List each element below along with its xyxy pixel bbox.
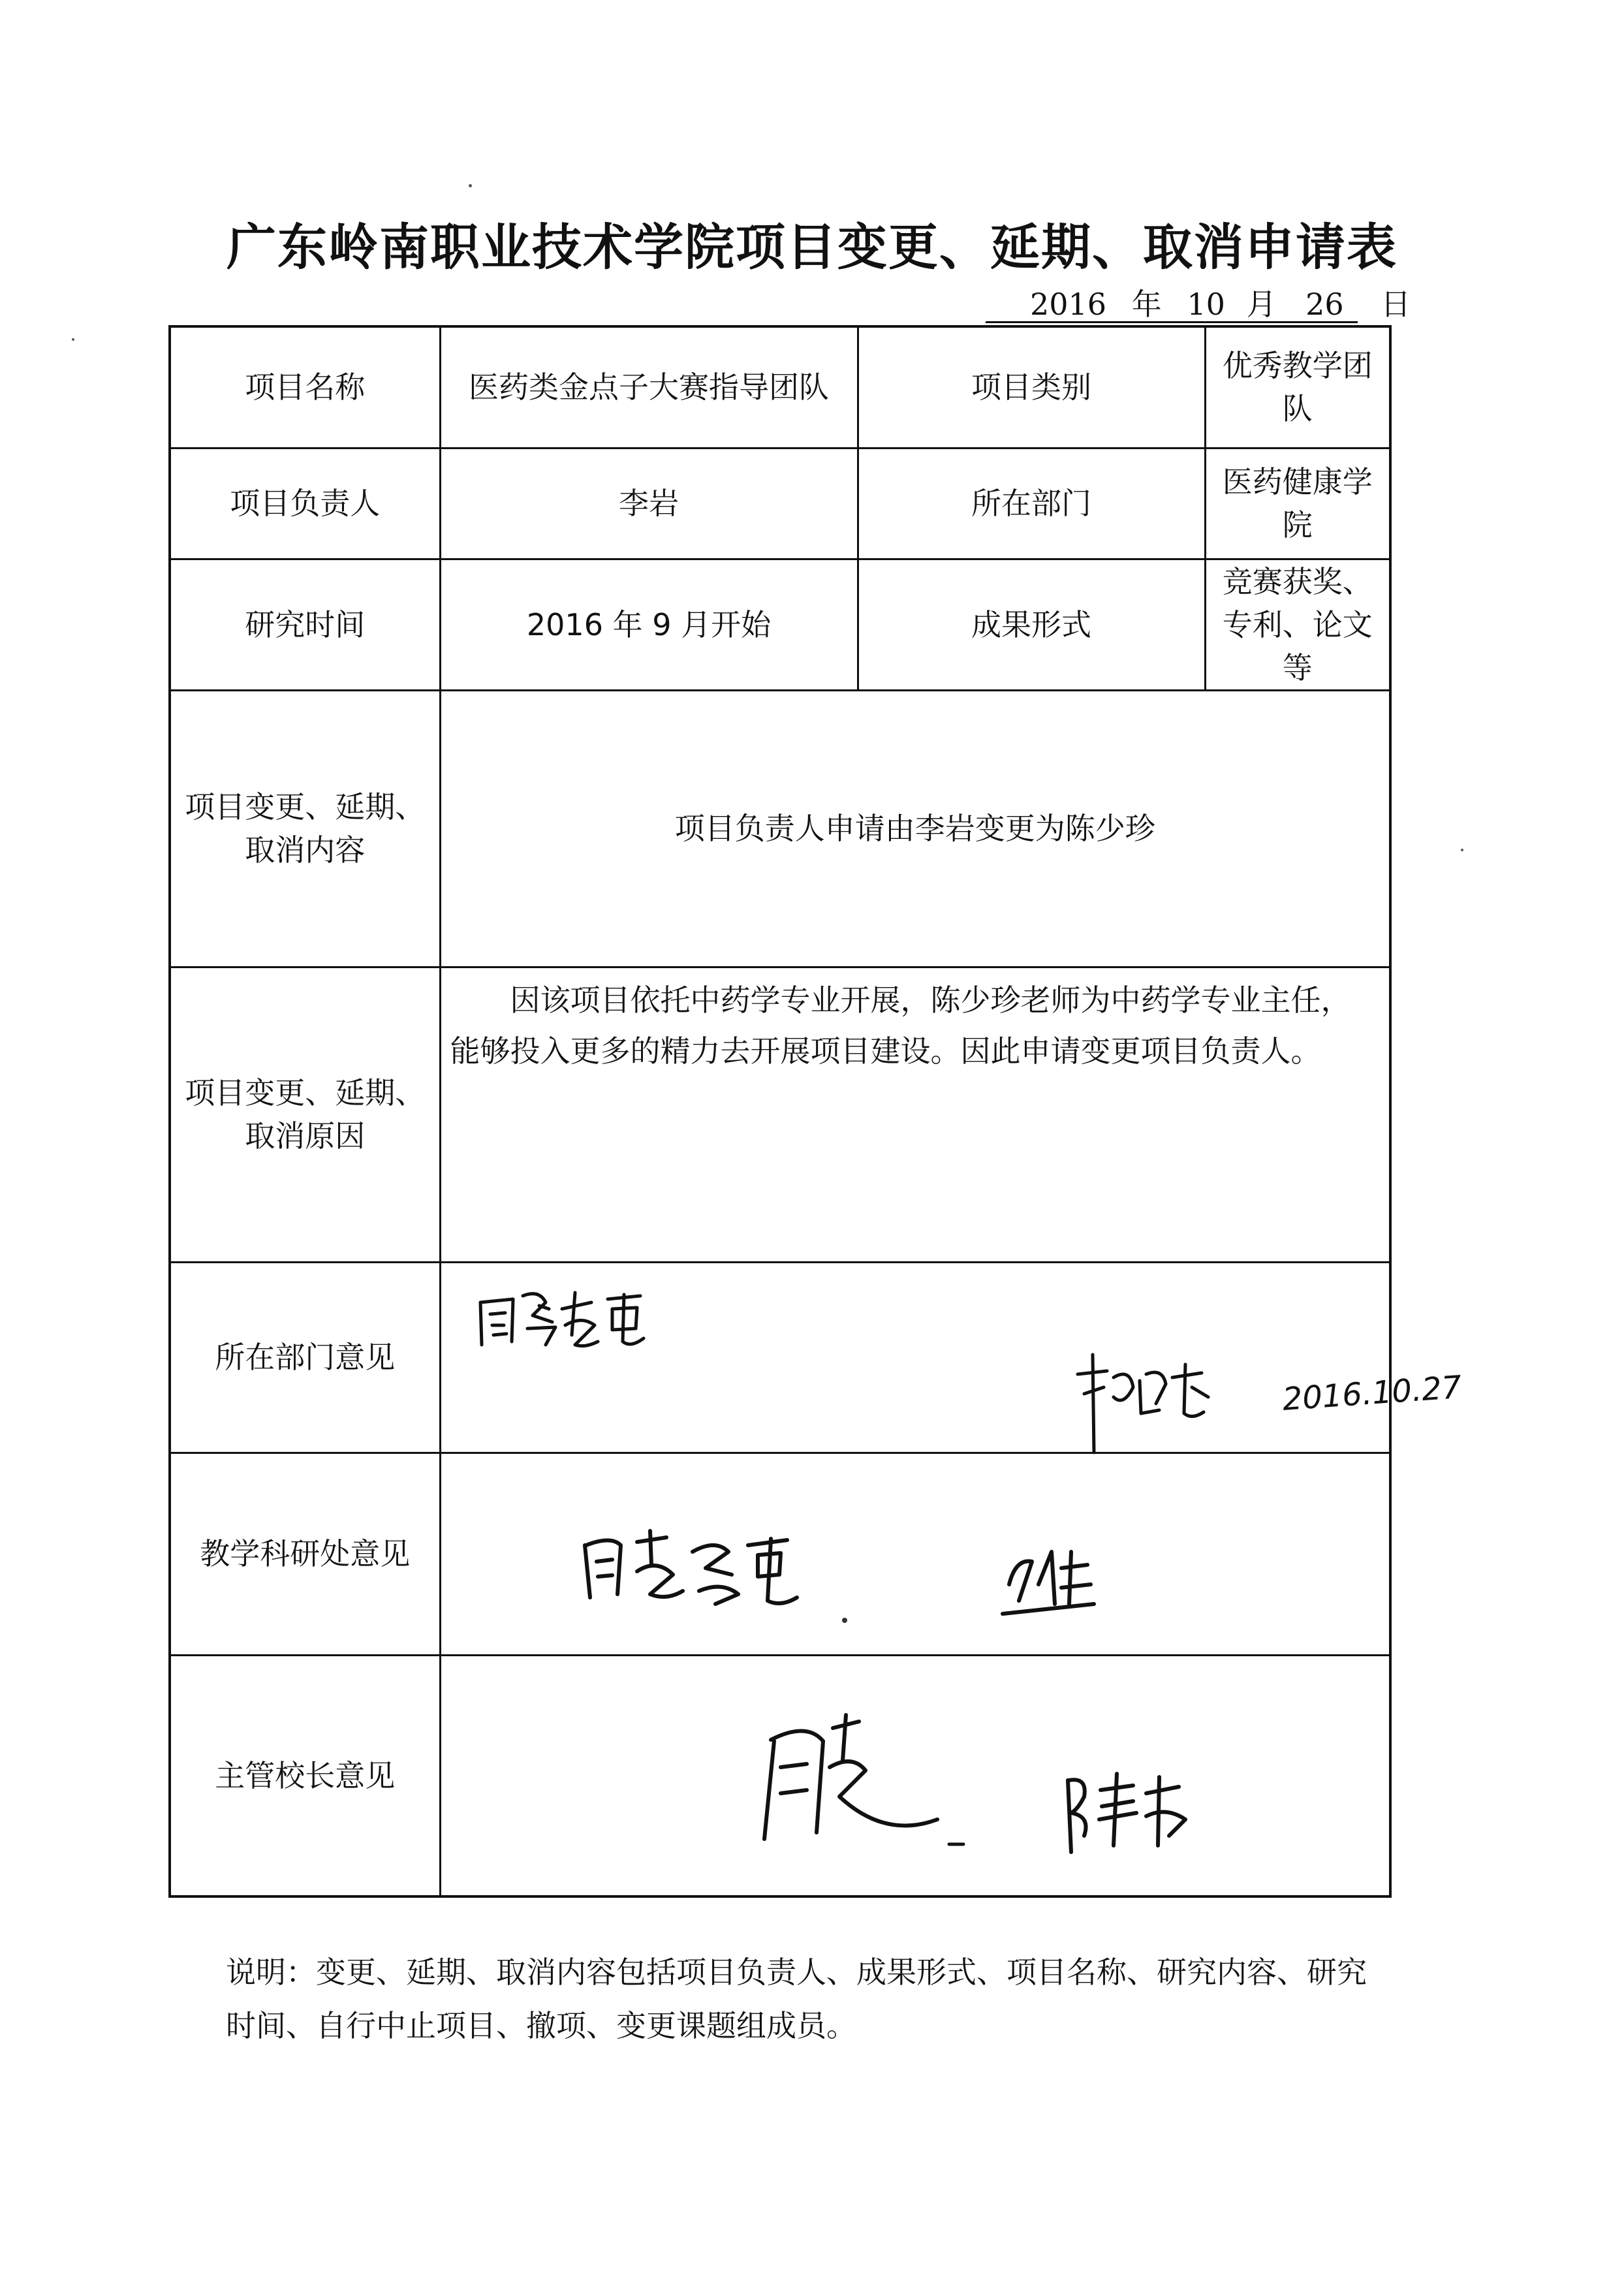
- date-year: 2016: [1030, 287, 1107, 322]
- table-row: [170, 690, 1390, 967]
- scan-speck: [469, 184, 472, 187]
- date-month-unit: 月: [1246, 287, 1277, 322]
- application-table: [168, 325, 1463, 1898]
- project-name-value: 医药类金点子大赛指导团队: [440, 326, 858, 448]
- principal-opinion-cell: [440, 1655, 1390, 1896]
- approve-handwriting: [764, 1715, 937, 1839]
- teaching-head-signature: [1003, 1552, 1094, 1614]
- principal-signature-image: [441, 1656, 1392, 1898]
- outcome-value: 竞赛获奖、专利、论文等: [1205, 559, 1390, 690]
- project-name-label: 项目名称: [170, 326, 440, 448]
- table-row: [170, 1453, 1390, 1655]
- dept-head-signature: [1078, 1355, 1208, 1453]
- form-note: 说明：变更、延期、取消内容包括项目负责人、成果形式、项目名称、研究内容、研究时间、自行中止项目、撤项、变更课题组成员。: [226, 1955, 1367, 2043]
- table-row: [170, 448, 1390, 559]
- project-type-label: 项目类别: [858, 326, 1205, 448]
- teaching-opinion-cell: [440, 1453, 1390, 1655]
- change-reason-cell: [440, 967, 1390, 1262]
- change-reason-label: 项目变更、延期、取消原因: [170, 967, 440, 1262]
- department-value: 医药健康学院: [1205, 448, 1390, 559]
- teaching-signature-image: [441, 1454, 1392, 1656]
- research-time-value: 2016 年 9 月开始: [440, 559, 858, 690]
- dept-signature-date: 2016.10.27: [1281, 1368, 1463, 1418]
- application-date: [986, 281, 1411, 323]
- approve-change-handwriting: [585, 1531, 797, 1604]
- principal-opinion-label: 主管校长意见: [170, 1655, 440, 1896]
- dept-opinion-label: 所在部门意见: [170, 1262, 440, 1453]
- change-content-label: 项目变更、延期、取消内容: [170, 690, 440, 967]
- outcome-label: 成果形式: [858, 559, 1205, 690]
- table-row: [170, 559, 1390, 690]
- scan-speck: [72, 338, 74, 341]
- change-reason-value: 因该项目依托中药学专业开展，陈少珍老师为中药学专业主任，能够投入更多的精力去开展项目建设。因此申请变更项目负责人。: [450, 982, 1351, 1069]
- leader-value: 李岩: [440, 448, 858, 559]
- leader-label: 项目负责人: [170, 448, 440, 559]
- department-label: 所在部门: [858, 448, 1205, 559]
- research-time-label: 研究时间: [170, 559, 440, 690]
- date-day-unit: 日: [1381, 287, 1411, 322]
- change-content-value: 项目负责人申请由李岩变更为陈少珍: [440, 690, 1390, 967]
- table-row: [170, 1655, 1390, 1896]
- dept-opinion-cell: [440, 1262, 1463, 1453]
- form-title: 广东岭南职业技术学院项目变更、延期、取消申请表: [226, 218, 1398, 276]
- date-day: 26: [1305, 287, 1344, 322]
- date-month: 10: [1187, 287, 1225, 322]
- table-row: [170, 326, 1390, 448]
- dept-signature-image: [441, 1263, 1463, 1454]
- principal-signature: [1068, 1774, 1185, 1852]
- approve-change-handwriting: [480, 1293, 644, 1346]
- teaching-opinion-label: 教学科研处意见: [170, 1453, 440, 1655]
- table-row: [170, 1262, 1390, 1453]
- project-type-value: 优秀教学团队: [1205, 326, 1390, 448]
- table-row: [170, 967, 1390, 1262]
- scan-speck: [1461, 849, 1463, 851]
- date-year-unit: 年: [1131, 287, 1162, 322]
